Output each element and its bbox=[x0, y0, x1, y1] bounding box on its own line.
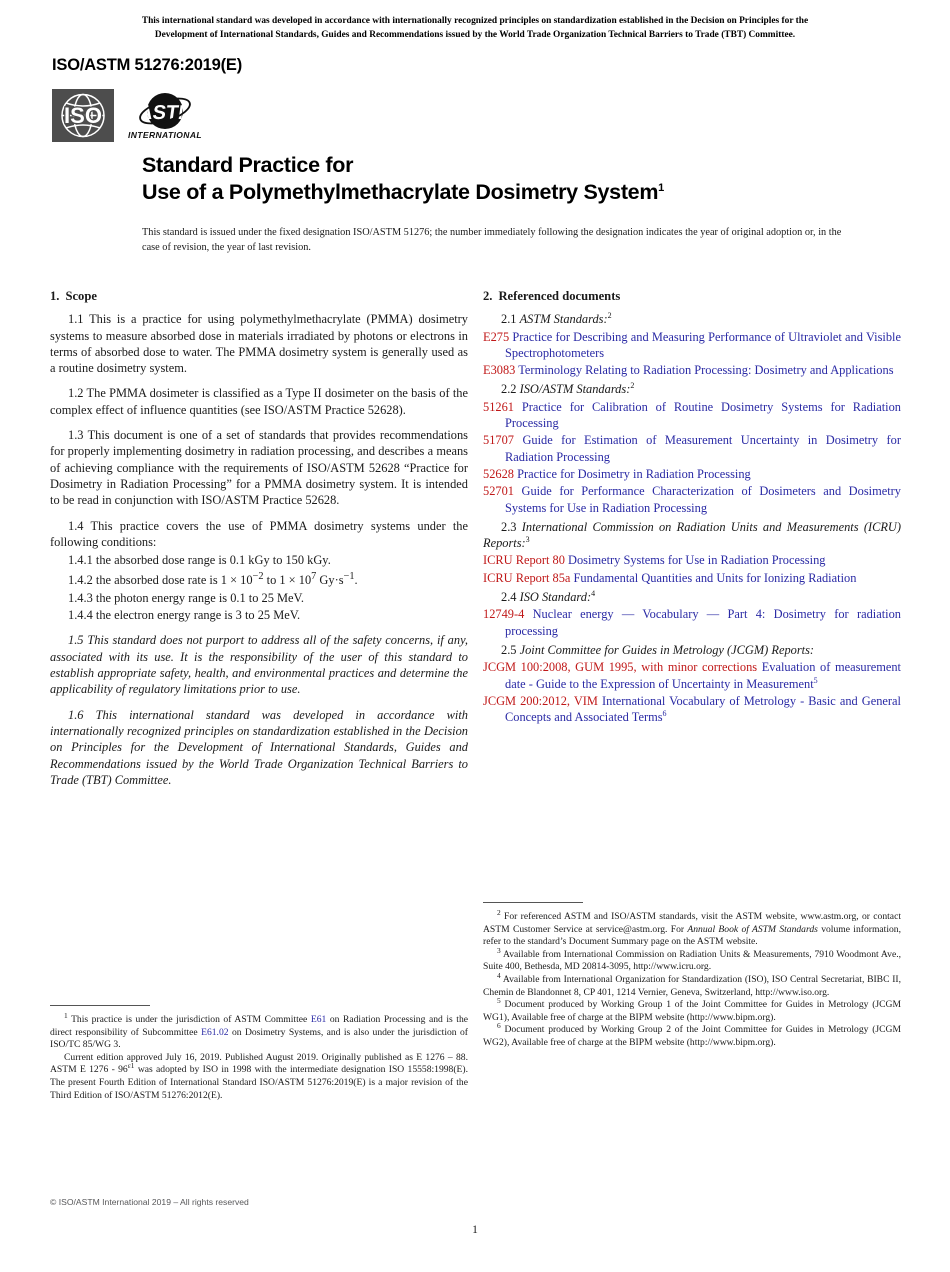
paragraph-1-3: 1.3 This document is one of a set of standards that provides recommendations for properly implementing dosimetry in radiation processing, and describes a means of achieving compliance with the requirements of ISO/ASTM 52628 “Practice for Dosimetry in Radiation Processing” for a PMMA dosimetry system. It is intended to be read in conjunction with ISO/ASTM Practice 52628. bbox=[50, 428, 468, 508]
footnote-3-marker: 3 bbox=[497, 945, 501, 955]
subsection-2-2-label: ISO/ASTM Standards: bbox=[519, 382, 631, 397]
reference-id: ICRU Report 80 bbox=[483, 553, 565, 568]
section-heading-scope bbox=[50, 288, 468, 304]
subcommittee-link-e6102[interactable]: E61.02 bbox=[201, 1026, 229, 1038]
subsection-2-3-number: 2.3 bbox=[501, 519, 517, 534]
committee-link-e61[interactable]: E61 bbox=[310, 1014, 327, 1025]
reference-entry[interactable] bbox=[483, 432, 901, 465]
subsection-2-3 bbox=[483, 519, 901, 552]
reference-id: JCGM 200:2012, VIM bbox=[483, 693, 598, 708]
subsection-2-4-number: 2.4 bbox=[501, 590, 517, 605]
title-line-1: Standard Practice for bbox=[142, 153, 354, 177]
reference-entry[interactable] bbox=[483, 693, 901, 726]
tbt-notice-line-1: This international standard was developed in accordance with internationally recognized principles on standardization established in the Decision on Principles for the bbox=[141, 16, 809, 26]
reference-title: Guide for Performance Characterization of Dosimeters and Dosimetry Systems for Use in Radiation Processing bbox=[505, 484, 901, 515]
subsection-2-3-label: International Commission on Radiation Units and Measurements (ICRU) Reports: bbox=[483, 519, 901, 551]
footnote-5 bbox=[483, 995, 901, 1024]
reference-entry[interactable] bbox=[483, 552, 901, 568]
reference-title: Guide for Estimation of Measurement Uncertainty in Dosimetry for Radiation Processing bbox=[505, 433, 901, 464]
reference-footnote-marker: 5 bbox=[813, 675, 818, 685]
reference-id: 12749-4 bbox=[483, 607, 525, 622]
dose-rate-unit: Gy·s bbox=[316, 573, 344, 588]
reference-entry[interactable] bbox=[483, 399, 901, 432]
subsection-2-5 bbox=[483, 642, 901, 658]
subsection-2-5-number: 2.5 bbox=[501, 642, 517, 657]
astm-logo-icon bbox=[126, 89, 204, 142]
subsection-2-1-number: 2.1 bbox=[501, 312, 517, 327]
copyright-notice: © ISO/ASTM International 2019 – All rights reserved bbox=[50, 1197, 249, 1207]
footnote-1 bbox=[50, 1010, 469, 1052]
issued-note: This standard is issued under the fixed designation ISO/ASTM 51276; the number immediately following the designation indicates the year of original adoption or, in the case of revision, the year of last revision. bbox=[142, 227, 842, 253]
reference-title: Fundamental Quantities and Units for Ionizing Radiation bbox=[573, 570, 857, 585]
footnote-separator-rule bbox=[50, 1005, 150, 1006]
reference-title: Nuclear energy — Vocabulary — Part 4: Dosimetry for radiation processing bbox=[505, 607, 901, 638]
dose-rate-end: . bbox=[354, 573, 358, 588]
reference-entry[interactable] bbox=[483, 466, 901, 482]
reference-title: Practice for Dosimetry in Radiation Processing bbox=[517, 466, 751, 481]
reference-title: Terminology Relating to Radiation Processing: Dosimetry and Applications bbox=[518, 363, 894, 378]
dose-rate-exp-3: −1 bbox=[343, 571, 355, 583]
section-heading-referenced-documents bbox=[483, 288, 901, 304]
subsection-2-4 bbox=[483, 589, 901, 605]
reference-id: E275 bbox=[483, 329, 510, 344]
paragraph-1-2: 1.2 The PMMA dosimeter is classified as a Type II dosimeter on the basis of the complex effect of influence quantities (see ISO/ASTM Practice 52628). bbox=[50, 386, 468, 417]
paragraph-1-1: 1.1 This is a practice for using polymethylmethacrylate (PMMA) dosimetry systems to measure absorbed dose in materials irradiated by photons or electrons in terms of absorbed dose to water. The PMMA dosimetry system is generally used as a routine dosimetry system. bbox=[50, 312, 468, 376]
dose-rate-mid: to 1 × 10 bbox=[263, 573, 312, 588]
footnote-3-text: Available from International Commission on Radiation Units & Measurements, 7910 Woodmont Ave., Suite 400, Bethesda, MD 20814-3095, http://www.icru.org. bbox=[483, 948, 901, 973]
footnote-2 bbox=[483, 907, 901, 949]
subsection-2-2-number: 2.2 bbox=[501, 382, 517, 397]
dose-rate-exp-1: −2 bbox=[252, 571, 264, 583]
astm-logo bbox=[126, 89, 204, 142]
reference-entry[interactable] bbox=[483, 362, 901, 378]
paragraph-1-4: 1.4 This practice covers the use of PMMA dosimetry systems under the following conditions: bbox=[50, 518, 468, 549]
footnote-2-marker: 2 bbox=[497, 907, 501, 917]
paragraph-1-4-3: 1.4.3 the photon energy range is 0.1 to 25 MeV. bbox=[68, 590, 304, 605]
footnote-separator-rule bbox=[483, 902, 583, 903]
subsection-2-2-footnote: 2 bbox=[630, 381, 635, 391]
footnote-2-part-b: volume information, refer to the standard’s Document Summary page on the ASTM website. bbox=[483, 923, 901, 948]
reference-entry[interactable] bbox=[483, 329, 901, 362]
dose-rate-exp-2: 7 bbox=[311, 571, 317, 583]
paragraph-1-4-1: 1.4.1 the absorbed dose range is 0.1 kGy to 150 kGy. bbox=[68, 553, 331, 568]
footnote-3 bbox=[483, 945, 901, 974]
title-line-2 bbox=[142, 179, 902, 206]
iso-logo bbox=[52, 89, 114, 142]
svg-text:ISO: ISO bbox=[64, 103, 102, 128]
footnote-1-part-b: on Radiation Processing and is the direct responsibility of Subcommittee bbox=[50, 1014, 469, 1038]
subsection-2-1-label: ASTM Standards: bbox=[519, 312, 608, 327]
section-title-scope: Scope bbox=[65, 289, 97, 303]
footnotes-left bbox=[50, 1005, 468, 1102]
edition-note-pre: Current edition approved July 16, 2019. Published August 2019. Originally published as E 1276 – 88. ASTM E 1276 - 96 bbox=[50, 1051, 468, 1076]
footnote-1-edition-note bbox=[50, 1052, 468, 1102]
tbt-notice-line-2: Development of International Standards, Guides and Recommendations issued by the World Trade Organization Technical Barriers to Trade (TBT) Committee. bbox=[154, 30, 796, 40]
reference-title: Practice for Calibration of Routine Dosimetry Systems for Radiation Processing bbox=[505, 399, 901, 431]
subsection-2-4-label: ISO Standard: bbox=[519, 590, 592, 605]
footnote-4-marker: 4 bbox=[497, 970, 501, 980]
subsection-2-4-footnote: 4 bbox=[591, 588, 596, 598]
reference-title: Evaluation of measurement date - Guide to the Expression of Uncertainty in Measurement bbox=[505, 660, 901, 691]
paragraph-1-4-2 bbox=[50, 569, 468, 588]
footnote-2-italic-title: Annual Book of ASTM Standards bbox=[687, 923, 818, 935]
section-title-referenced-documents: Referenced documents bbox=[498, 289, 621, 303]
footnote-1-marker: 1 bbox=[64, 1010, 68, 1020]
reference-entry[interactable] bbox=[483, 606, 901, 639]
reference-id: 52701 bbox=[483, 484, 514, 499]
footnote-4 bbox=[483, 970, 901, 999]
standard-designation: ISO/ASTM 51276:2019(E) bbox=[52, 56, 243, 74]
reference-entry[interactable] bbox=[483, 483, 901, 516]
dose-rate-pre: 1.4.2 the absorbed dose rate is 1 × 10 bbox=[68, 573, 253, 588]
footnote-2-part-a: For referenced ASTM and ISO/ASTM standards, visit the ASTM website, www.astm.org, or contact ASTM Customer Service at service@astm.org. For bbox=[483, 911, 901, 935]
svg-text:ASTM: ASTM bbox=[136, 102, 197, 124]
footnote-6-text: Document produced by Working Group 2 of the Joint Committee for Guides in Metrology (JCGM WG2), Available free of charge at the BIPM website (http://www.bipm.org). bbox=[483, 1024, 901, 1048]
edition-note-post: was adopted by ISO in 1998 with the intermediate designation ISO 15558:1998(E). The present Fourth Edition of International Standard ISO/ASTM 51276:2019(E) is a major revision of the Third Edition of ISO/ASTM 51276:2012(E). bbox=[50, 1064, 469, 1101]
iso-logo-icon bbox=[52, 89, 114, 142]
reference-id: 51261 bbox=[483, 399, 514, 414]
paragraph-1-5: 1.5 This standard does not purport to address all of the safety concerns, if any, associated with its use. It is the responsibility of the user of this standard to establish appropriate safety, health, and environmental practices and determine the applicability of regulatory limitations prior to use. bbox=[50, 633, 468, 697]
column-left bbox=[50, 288, 468, 797]
subsection-2-5-label: Joint Committee for Guides in Metrology (JCGM) Reports: bbox=[519, 642, 815, 657]
reference-title: Practice for Describing and Measuring Performance of Ultraviolet and Visible Spectrophotometers bbox=[505, 329, 901, 360]
reference-id: 51707 bbox=[483, 433, 514, 448]
edition-note-superscript: ε1 bbox=[127, 1061, 135, 1071]
footnote-1-part-c: on Dosimetry Systems, and is also under the jurisdiction of ISO/TC 85/WG 3. bbox=[50, 1026, 468, 1051]
reference-entry[interactable] bbox=[483, 570, 901, 586]
reference-footnote-marker: 6 bbox=[662, 709, 667, 718]
page-number: 1 bbox=[472, 1224, 478, 1236]
subsection-2-1-footnote: 2 bbox=[607, 311, 612, 321]
paragraph-1-6: 1.6 This international standard was developed in accordance with internationally recognized principles on standardization established in the Decision on Principles for the Development of International Standards, Guides and Recommendations issued by the World Trade Organization Technical Barriers to Trade (TBT) Committee. bbox=[50, 707, 468, 787]
document-title bbox=[142, 152, 902, 206]
section-number-1: 1. bbox=[50, 289, 60, 303]
reference-id: 52628 bbox=[483, 466, 514, 481]
reference-id: JCGM 100:2008, GUM 1995, with minor corrections bbox=[483, 660, 758, 675]
svg-text:INTERNATIONAL: INTERNATIONAL bbox=[128, 130, 202, 140]
footnote-6 bbox=[483, 1021, 901, 1049]
subsection-2-3-footnote: 3 bbox=[525, 535, 530, 545]
reference-id: ICRU Report 85a bbox=[483, 570, 571, 585]
reference-title: Dosimetry Systems for Use in Radiation Processing bbox=[568, 553, 826, 568]
reference-title: International Vocabulary of Metrology - Basic and General Concepts and Associated Terms bbox=[505, 693, 901, 725]
subsection-2-1 bbox=[483, 311, 901, 327]
tbt-notice bbox=[52, 14, 898, 42]
footnote-6-marker: 6 bbox=[497, 1021, 501, 1031]
footnotes-right bbox=[483, 902, 901, 1050]
paragraph-1-4-4: 1.4.4 the electron energy range is 3 to 25 MeV. bbox=[68, 608, 301, 623]
column-right bbox=[483, 288, 901, 726]
footnote-4-text: Available from International Organization for Standardization (ISO), ISO Central Secretariat, BIBC II, Chemin de Blandonnet 8, CP 401, 1214 Vernier, Geneva, Switzerland, http://www.iso.org. bbox=[483, 973, 901, 998]
subsection-2-2 bbox=[483, 381, 901, 397]
reference-entry[interactable] bbox=[483, 659, 901, 692]
title-footnote-marker: 1 bbox=[658, 181, 664, 194]
footnote-1-part-a: This practice is under the jurisdiction of ASTM Committee bbox=[67, 1014, 311, 1025]
footnote-5-text: Document produced by Working Group 1 of the Joint Committee for Guides in Metrology (JCGM WG1), Available free of charge at the BIPM website (http://www.bipm.org). bbox=[483, 999, 901, 1023]
reference-id: E3083 bbox=[483, 363, 516, 378]
section-number-2: 2. bbox=[483, 289, 493, 303]
footnote-5-marker: 5 bbox=[497, 995, 501, 1005]
title-line-2-text: Use of a Polymethylmethacrylate Dosimetry System bbox=[142, 180, 659, 204]
